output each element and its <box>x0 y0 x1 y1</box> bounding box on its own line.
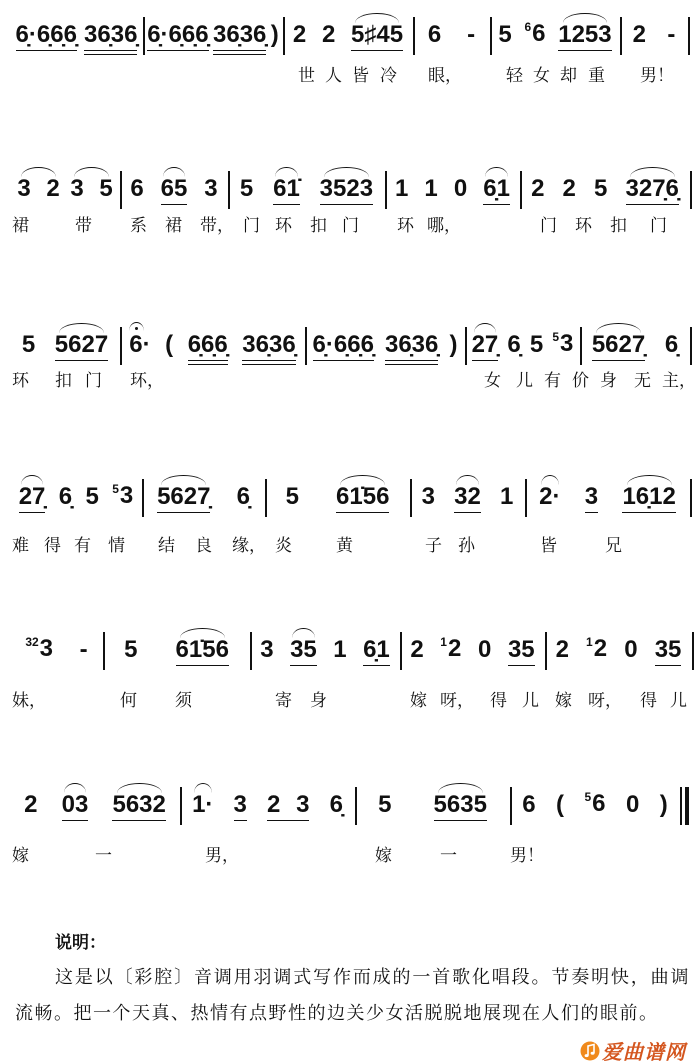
note-group <box>440 636 461 667</box>
note-group <box>330 792 343 820</box>
grace-note: 32 <box>25 634 39 649</box>
note-group <box>86 484 99 512</box>
note-text: 0 <box>624 636 638 663</box>
note-group <box>449 332 457 360</box>
note-text: 61̇56 <box>336 482 390 510</box>
note-group <box>351 22 403 51</box>
note-group <box>237 484 250 512</box>
lyric-char: 有 <box>544 371 561 391</box>
note-text: 0 <box>477 636 492 663</box>
note-text: 6̣ <box>664 331 679 358</box>
lyric-char: 扣 <box>55 371 72 391</box>
lyric-char: 环， <box>130 371 164 391</box>
note-text: 35 <box>507 635 535 663</box>
note-text: 5♯45 <box>351 20 404 48</box>
note-group <box>624 637 637 665</box>
note-group <box>626 176 679 205</box>
note-text: 1 <box>395 175 409 202</box>
note-group <box>204 176 217 204</box>
note-text: 2 <box>562 175 576 202</box>
lyric-char: 扣 <box>610 216 627 236</box>
measure <box>305 324 465 368</box>
barline <box>690 327 692 365</box>
note-text: ) <box>659 791 668 818</box>
lyric-char: 哪， <box>427 216 461 236</box>
note-group <box>322 22 335 50</box>
watermark <box>580 1036 686 1063</box>
barline <box>680 787 682 825</box>
note-text: 5 <box>498 21 512 48</box>
note-text: 3 2 <box>17 175 60 202</box>
note-text: 5627̣ <box>157 482 211 510</box>
note-group <box>147 22 208 51</box>
grace-note: 5 <box>584 789 592 804</box>
lyric-char: 一 <box>440 846 457 866</box>
barline <box>690 171 692 209</box>
note-text: 65 <box>160 174 188 202</box>
note-group <box>410 637 423 665</box>
note-group <box>622 484 675 513</box>
lyric-char: 门 <box>85 371 102 391</box>
note-text: - <box>667 21 676 48</box>
note-group <box>395 176 408 204</box>
measure <box>400 629 545 673</box>
note-group <box>62 792 89 821</box>
music-note-logo-icon <box>580 1040 600 1062</box>
lyric-char: 系 <box>130 216 147 236</box>
lyric-char: 须 <box>175 691 192 711</box>
grace-note: 1 <box>440 634 447 649</box>
note-text: 1 <box>500 483 514 510</box>
note-group <box>594 176 607 204</box>
lyric-char: 扣 <box>310 216 327 236</box>
note-group <box>161 176 188 205</box>
measure <box>520 168 690 212</box>
lyric-char: 身 <box>600 371 617 391</box>
measure <box>142 476 265 520</box>
note-text: 27̣ <box>18 482 46 510</box>
grace-note: 5 <box>552 329 560 344</box>
note-group <box>655 637 682 666</box>
note-text: 3 <box>119 481 134 509</box>
lyric-char: 情 <box>108 536 125 556</box>
note-text: 2 <box>555 636 569 663</box>
lyric-char: 儿 <box>516 371 533 391</box>
lyric-char: 价 <box>572 371 589 391</box>
barline <box>692 632 694 670</box>
note-group <box>539 484 560 512</box>
note-text: 32 <box>454 482 481 510</box>
grace-note: 5 <box>112 481 119 496</box>
note-group <box>112 792 165 821</box>
barline <box>690 479 692 517</box>
note-group <box>213 22 266 51</box>
measure <box>10 14 143 58</box>
lyric-char: 嫁 <box>555 691 572 711</box>
lyric-char: 轻 <box>506 66 523 86</box>
note-text: 1· <box>192 791 214 818</box>
note-group <box>558 22 611 51</box>
lyric-char: 良 <box>195 536 212 556</box>
note-text: 5 <box>594 175 608 202</box>
note-text: 6̣·6̣6̣6̣ <box>15 20 77 48</box>
lyric-char: 呀， <box>588 691 622 711</box>
note-text: 6̣1 <box>483 174 510 202</box>
note-text: 3 <box>584 482 599 510</box>
note-group <box>531 176 544 204</box>
note-group <box>633 22 646 50</box>
measure <box>10 168 120 212</box>
measure <box>10 629 103 673</box>
note-group <box>25 636 53 667</box>
note-group <box>234 792 247 821</box>
note-group <box>22 332 35 360</box>
lyric-char: 男！ <box>510 846 544 866</box>
lyric-char: 一 <box>95 846 112 866</box>
lyric-char: 男！ <box>640 66 674 86</box>
note-text: 2 <box>292 21 307 48</box>
measure <box>490 14 620 58</box>
explanation-text: 这是以〔彩腔〕音调用羽调式写作而成的一首歌化唱段。节奏明快，曲调流畅。把一个天真、热情有点野性的边关少女活脱脱地展现在人们的眼前。 <box>15 967 690 1024</box>
note-group <box>552 331 573 362</box>
lyric-char: 子 <box>425 536 442 556</box>
note-group <box>472 332 499 361</box>
note-group <box>112 483 133 514</box>
note-text: 3523 <box>319 174 374 202</box>
note-group <box>242 332 295 361</box>
note-text: 1 <box>333 636 347 663</box>
note-text: 35 <box>290 635 317 663</box>
note-group <box>84 22 137 51</box>
note-group <box>428 22 441 50</box>
lyric-char: 门 <box>540 216 557 236</box>
note-group <box>267 792 309 821</box>
note-group <box>192 792 213 820</box>
note-text: 0 <box>625 791 640 818</box>
note-text: 35 <box>654 635 682 663</box>
lyric-char: 女 <box>533 66 550 86</box>
measure <box>620 14 688 58</box>
lyric-char: 黄 <box>336 536 353 556</box>
note-group <box>17 176 59 204</box>
lyric-char: 结 <box>158 536 175 556</box>
note-group <box>19 484 46 513</box>
measure <box>413 14 490 58</box>
note-text: 5635 <box>433 790 487 818</box>
note-text: - <box>79 636 88 663</box>
note-text: 5 <box>529 331 544 358</box>
barline <box>688 17 690 55</box>
note-group <box>626 792 639 820</box>
note-text: 5 <box>378 791 392 818</box>
note-group <box>188 332 228 361</box>
lyric-char: 带， <box>200 216 234 236</box>
note-group <box>385 332 438 361</box>
lyric-char: 人 <box>325 66 342 86</box>
lyric-char: 女 <box>484 371 501 391</box>
note-group <box>478 637 491 665</box>
note-group <box>667 22 675 50</box>
note-text: ) <box>449 331 458 358</box>
note-text: 3 <box>233 790 247 818</box>
note-group <box>660 792 668 820</box>
note-group <box>522 792 535 820</box>
note-group <box>130 176 143 204</box>
note-text: 5627̣ <box>591 330 646 358</box>
note-group <box>286 484 299 512</box>
note-text: 6 <box>427 21 442 48</box>
note-group <box>556 637 569 665</box>
note-text: 61̇56 <box>175 635 229 663</box>
note-group <box>483 176 510 205</box>
measure <box>120 168 228 212</box>
note-group <box>530 332 543 360</box>
note-text: 2 <box>632 21 647 48</box>
note-text: 3 <box>421 483 435 510</box>
note-group <box>260 637 273 665</box>
note-text: ) <box>270 21 279 48</box>
measure <box>143 14 283 58</box>
note-group <box>585 484 598 513</box>
note-group <box>586 636 607 667</box>
note-text: 2 <box>447 634 462 662</box>
note-group <box>378 792 391 820</box>
note-text: 5627 <box>54 330 109 358</box>
note-text: 0 <box>453 175 468 202</box>
note-text: 6̣·6̣6̣6̣ <box>312 330 374 358</box>
note-text: 6 <box>532 19 546 47</box>
note-text: 27̣ <box>471 330 499 358</box>
note-group <box>70 176 112 204</box>
note-group <box>556 792 564 820</box>
measure <box>410 476 525 520</box>
note-group <box>422 484 435 512</box>
lyric-char: 门 <box>650 216 667 236</box>
note-group <box>59 484 72 512</box>
lyric-char: 眼， <box>428 66 462 86</box>
measure <box>580 324 690 368</box>
lyric-char: 儿 <box>670 691 687 711</box>
measure <box>120 324 305 368</box>
lyric-char: 环 <box>275 216 292 236</box>
lyric-char: 炎 <box>275 536 292 556</box>
measure <box>385 168 520 212</box>
note-group <box>157 484 210 513</box>
note-text: 6 <box>522 791 536 818</box>
lyric-char: 嫁 <box>410 691 427 711</box>
note-text: 03 <box>61 790 89 818</box>
measure <box>525 476 690 520</box>
note-text: 1 <box>424 175 438 202</box>
lyric-char: 冷 <box>380 66 397 86</box>
note-text: 16̣12 <box>622 482 676 510</box>
note-text: 36̣36̣ <box>384 330 439 358</box>
lyric-char: 环 <box>397 216 414 236</box>
note-text: 2 3 <box>267 790 310 818</box>
note-group <box>176 637 229 666</box>
lyric-char: 裙 <box>12 216 29 236</box>
lyric-char: 嫁 <box>12 846 29 866</box>
lyric-char: 环 <box>575 216 592 236</box>
note-group <box>129 332 150 360</box>
lyric-char: 裙 <box>165 216 182 236</box>
measure <box>10 784 180 828</box>
note-group <box>665 332 678 360</box>
lyric-char: 难 <box>12 536 29 556</box>
grace-note: 1 <box>586 634 593 649</box>
note-text: 2 <box>321 21 336 48</box>
lyric-char: 得 <box>490 691 507 711</box>
watermark-text: 爱曲谱网 <box>602 1040 686 1063</box>
note-group <box>524 21 545 52</box>
note-text: 36̣36̣ <box>242 330 296 358</box>
measure <box>545 629 692 673</box>
lyric-char: 兄 <box>605 536 622 556</box>
note-text: 6̣ <box>329 791 343 818</box>
lyric-char: 门 <box>342 216 359 236</box>
lyric-char: 妹， <box>12 691 46 711</box>
note-text: 5 <box>124 636 138 663</box>
note-text: 6̣1 <box>363 635 390 663</box>
note-text: 3 <box>560 329 574 357</box>
lyric-char: 门 <box>243 216 260 236</box>
measure <box>180 784 355 828</box>
lyric-char: 呀， <box>440 691 474 711</box>
note-group <box>24 792 37 820</box>
lyric-char: 却 <box>560 66 577 86</box>
lyric-char: 带 <box>75 216 92 236</box>
note-text: 6̣ <box>58 483 73 510</box>
note-group <box>124 637 137 665</box>
note-group <box>55 332 108 361</box>
note-text: 5 <box>21 331 36 358</box>
note-text: 36̣36̣ <box>213 20 267 48</box>
note-text: 6̣ <box>236 483 250 510</box>
measure <box>103 629 250 673</box>
measure <box>355 784 510 828</box>
final-barline <box>685 787 689 825</box>
lyric-char: 有 <box>74 536 91 556</box>
note-group <box>336 484 389 513</box>
measure <box>265 476 410 520</box>
note-group <box>293 22 306 50</box>
note-text: - <box>467 21 476 48</box>
note-text: 2 <box>593 634 608 662</box>
note-group <box>313 332 374 361</box>
note-text: 6 <box>592 789 606 817</box>
note-group <box>454 176 467 204</box>
note-group <box>271 22 279 50</box>
note-text: 6̣·6̣6̣6̣ <box>147 20 209 48</box>
note-text: 3 <box>260 636 274 663</box>
note-text: 6̣ <box>507 331 521 358</box>
lyric-char: 身 <box>310 691 327 711</box>
lyric-char: 嫁 <box>375 846 392 866</box>
note-group <box>500 484 513 512</box>
note-group <box>498 22 511 50</box>
note-group <box>273 176 300 205</box>
note-text: 2· <box>539 483 561 510</box>
lyric-char: 儿 <box>522 691 539 711</box>
note-text: 2 <box>531 175 545 202</box>
note-group <box>165 332 173 360</box>
note-group <box>508 637 535 666</box>
note-text: 6· <box>129 331 151 358</box>
note-text: 1253 <box>558 20 612 48</box>
measure <box>465 324 580 368</box>
lyric-char: 无 <box>634 371 651 391</box>
note-text: 5 <box>285 483 299 510</box>
note-text: 36̣36̣ <box>84 20 138 48</box>
note-text: 6 <box>130 175 144 202</box>
measure <box>228 168 385 212</box>
note-group <box>290 637 317 666</box>
note-group <box>424 176 437 204</box>
note-group <box>434 792 487 821</box>
measure <box>10 476 142 520</box>
grace-note: 6 <box>524 19 532 34</box>
lyric-char: 孙 <box>458 536 475 556</box>
note-group <box>563 176 576 204</box>
measure <box>10 324 120 368</box>
lyric-char: 得 <box>44 536 61 556</box>
note-text: 3 5 <box>70 175 113 202</box>
lyric-char: 重 <box>588 66 605 86</box>
note-text: ( <box>556 791 565 818</box>
measure <box>510 784 680 828</box>
note-text: 61̇ <box>273 174 300 202</box>
note-text: 5 <box>85 483 99 510</box>
note-text: 327̣6̣ <box>625 174 679 202</box>
note-group <box>363 637 390 666</box>
lyric-char: 缘， <box>232 536 266 556</box>
lyric-char: 皆 <box>352 66 369 86</box>
lyric-char: 世 <box>298 66 315 86</box>
note-text: 2 <box>410 636 424 663</box>
note-text: ( <box>165 331 174 358</box>
note-group <box>592 332 645 361</box>
note-group <box>507 332 520 360</box>
lyric-char: 皆 <box>540 536 557 556</box>
note-group <box>584 791 605 822</box>
lyric-char: 寄 <box>275 691 292 711</box>
note-text: 3 <box>204 175 218 202</box>
note-text: 5632 <box>112 790 166 818</box>
lyric-char: 何 <box>120 691 137 711</box>
note-group <box>16 22 77 51</box>
note-group <box>454 484 481 513</box>
lyric-char: 主， <box>662 371 696 391</box>
lyric-char: 得 <box>640 691 657 711</box>
note-text: 6̣6̣6̣ <box>187 330 228 358</box>
measure <box>250 629 400 673</box>
measure <box>283 14 413 58</box>
lyric-char: 男， <box>205 846 239 866</box>
note-group <box>80 637 88 665</box>
note-group <box>240 176 253 204</box>
note-text: 3 <box>39 634 54 662</box>
lyric-char: 环 <box>12 371 29 391</box>
note-group <box>333 637 346 665</box>
explanation-heading: 说明： <box>55 933 106 953</box>
note-text: 5 <box>239 175 254 202</box>
note-text: 2 <box>24 791 38 818</box>
note-group <box>320 176 373 205</box>
note-group <box>467 22 475 50</box>
